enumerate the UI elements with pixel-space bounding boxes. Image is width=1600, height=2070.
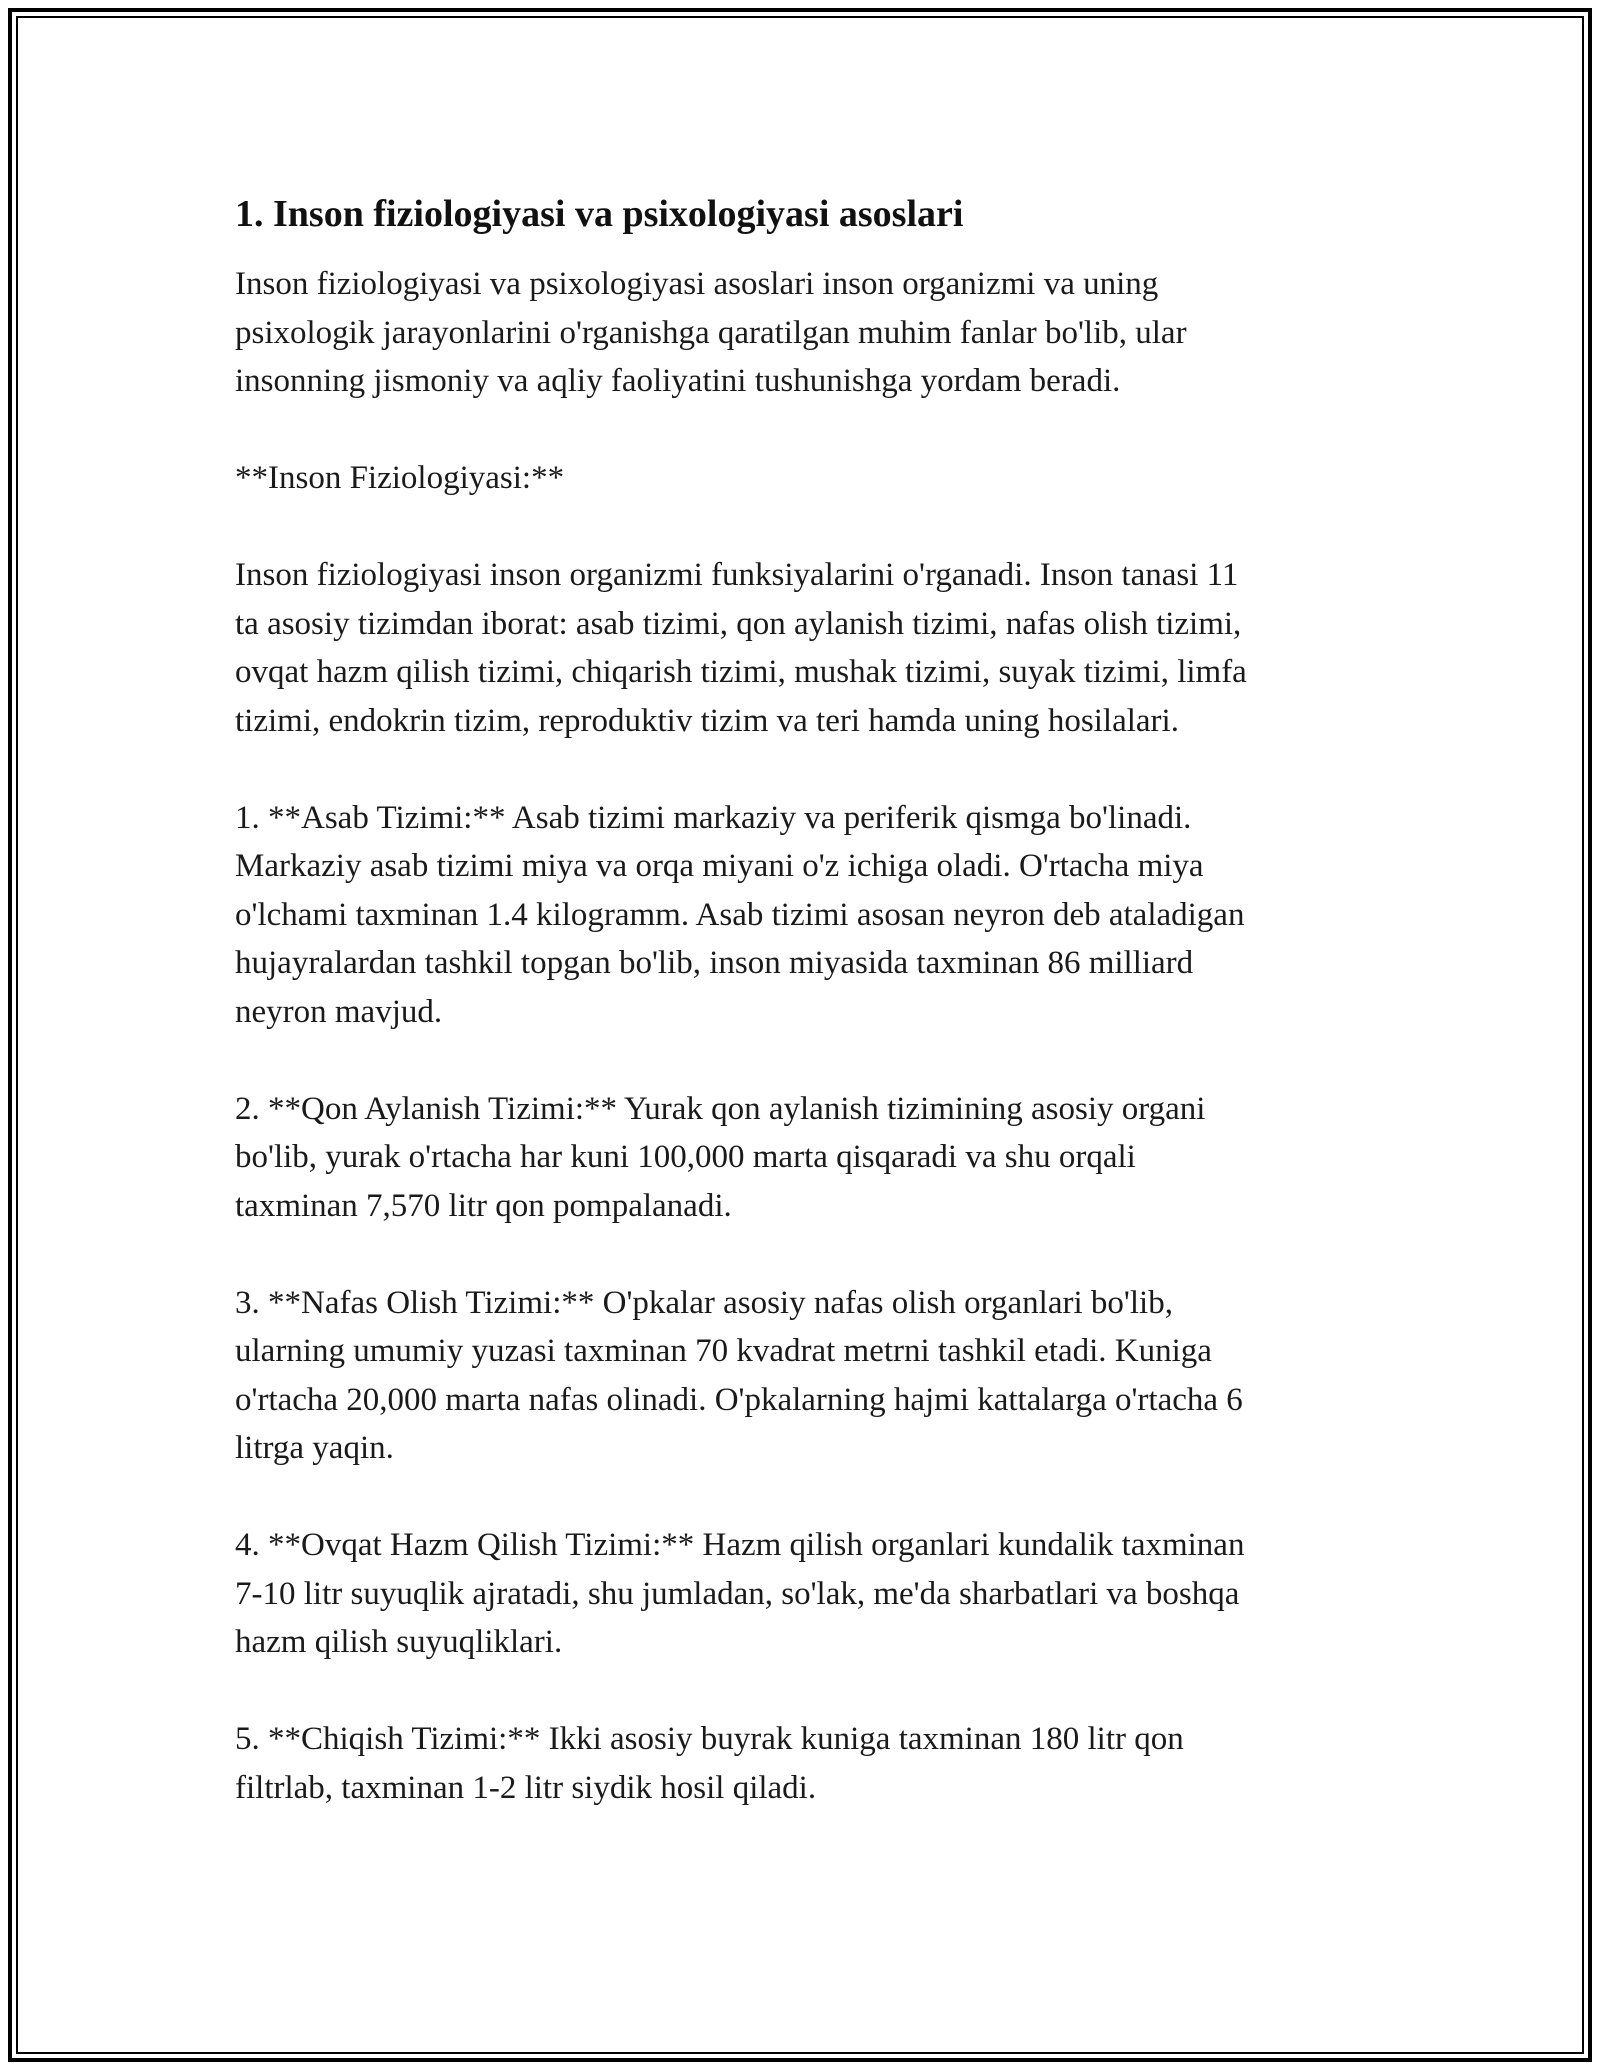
list-item-ovqat-hazm-qilish-tizimi: 4. **Ovqat Hazm Qilish Tizimi:** Hazm qilish organlari kundalik taxminan 7-10 litr suyuqlik ajratadi, shu jumladan, so'lak, me'da sharbatlari va boshqa hazm qilish suyuqliklari. xyxy=(235,1527,1245,1660)
list-item-chiqish-tizimi: 5. **Chiqish Tizimi:** Ikki asosiy buyrak kuniga taxminan 180 litr qon filtrlab, taxminan 1-2 litr siydik hosil qiladi. xyxy=(235,1721,1184,1806)
intro-paragraph: Inson fiziologiyasi va psixologiyasi asoslari inson organizmi va uning psixologik jarayonlarini o'rganishga qaratilgan muhim fanlar bo'lib, ular insonning jismoniy va aqliy faoliyatini tushunishga yordam beradi. xyxy=(235,266,1187,399)
list-item-nafas-olish-tizimi: 3. **Nafas Olish Tizimi:** O'pkalar asosiy nafas olish organlari bo'lib, ularning umumiy yuzasi taxminan 70 kvadrat metrni tashkil etadi. Kuniga o'rtacha 20,000 marta nafas olinadi. O'pkalarning hajmi kattalarga o'rtacha 6 litrga yaqin. xyxy=(235,1284,1243,1466)
document-body xyxy=(235,186,1395,1812)
list-item-qon-aylanish-tizimi: 2. **Qon Aylanish Tizimi:** Yurak qon aylanish tizimining asosiy organi bo'lib, yurak o'rtacha har kuni 100,000 marta qisqaradi va shu orqali taxminan 7,570 litr qon pompalanadi. xyxy=(235,1090,1206,1224)
fiziologiya-overview-paragraph: Inson fiziologiyasi inson organizmi funksiyalarini o'rganadi. Inson tanasi 11 ta asosiy tizimdan iborat: asab tizimi, qon aylanish tizimi, nafas olish tizimi, ovqat hazm qilish tizimi, chiqarish tizimi, mushak tizimi, suyak tizimi, limfa tizimi, endokrin tizim, reproduktiv tizim va teri hamda uning hosilalari. xyxy=(235,557,1247,739)
document-title: 1. Inson fiziologiyasi va psixologiyasi asoslari xyxy=(235,193,964,235)
list-item-asab-tizimi: 1. **Asab Tizimi:** Asab tizimi markaziy va periferik qismga bo'linadi. Markaziy asab tizimi miya va orqa miyani o'z ichiga oladi. O'rtacha miya o'lchami taxminan 1.4 kilogramm. Asab tizimi asosan neyron deb ataladigan hujayralardan tashkil topgan bo'lib, inson miyasida taxminan 86 milliard neyron mavjud. xyxy=(235,799,1245,1030)
section-heading-fiziologiya: **Inson Fiziologiyasi:** xyxy=(235,460,565,496)
